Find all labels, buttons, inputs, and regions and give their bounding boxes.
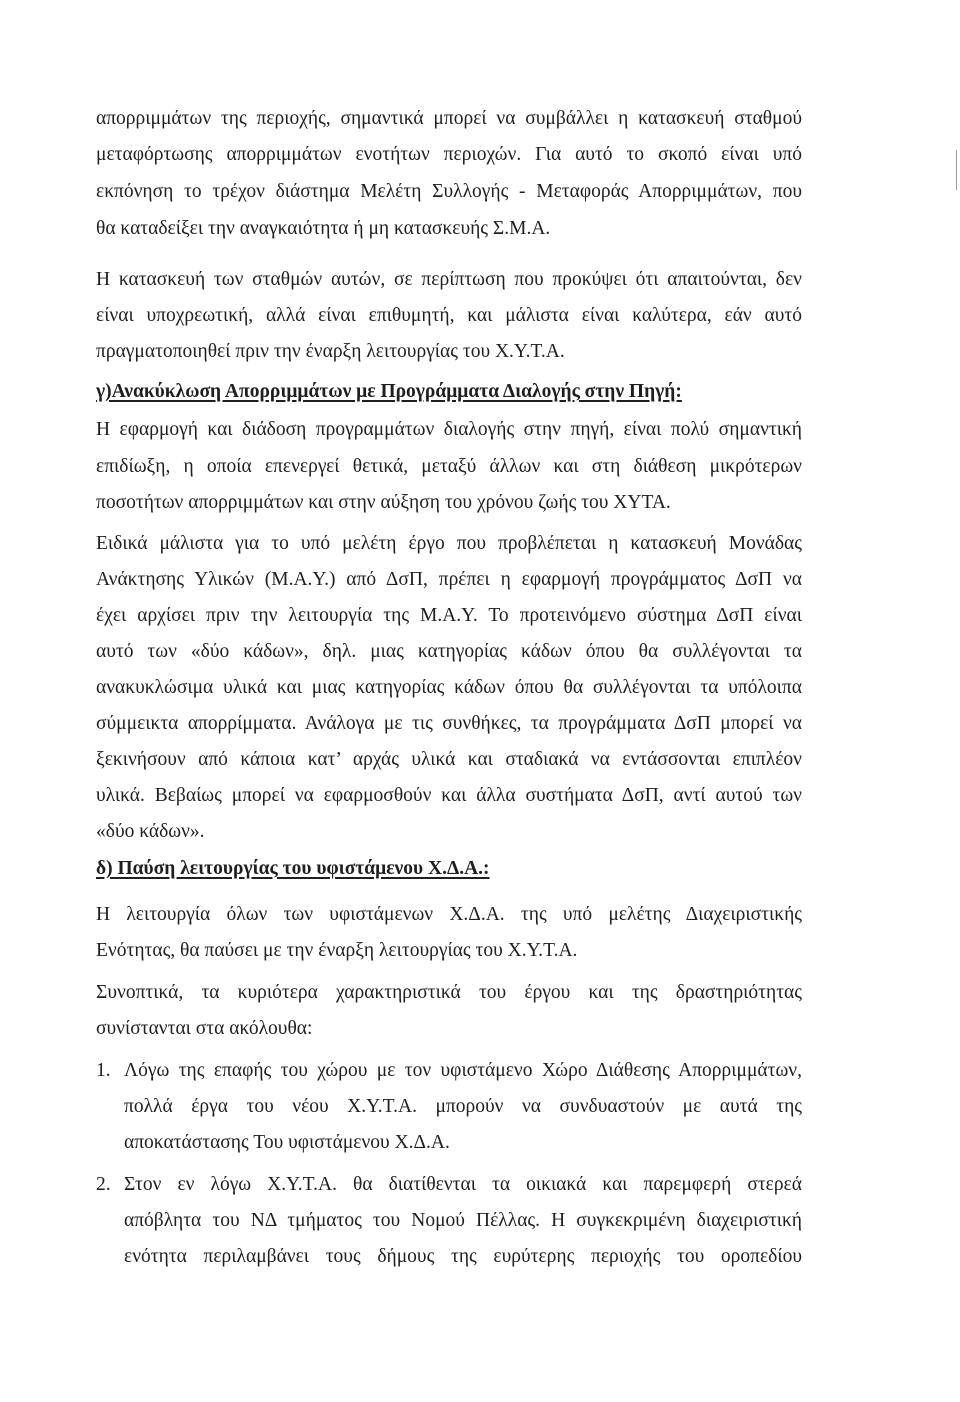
text-line: εκπόνηση το τρέχον διάστημα Μελέτη Συλλογής - Μεταφοράς Απορριμμάτων, που (96, 181, 802, 202)
text-line: Η λειτουργία όλων των υφιστάμενων Χ.Δ.Α. της υπό μελέτης Διαχειριστικής (96, 904, 802, 925)
text-line: Η εφαρμογή και διάδοση προγραμμάτων διαλογής στην πηγή, είναι πολύ σημαντική (96, 419, 802, 440)
text-line: μεταφόρτωσης απορριμμάτων ενοτήτων περιοχών. Για αυτό το σκοπό είναι υπό (96, 144, 802, 165)
text-line: Η κατασκευή των σταθμών αυτών, σε περίπτωση που προκύψει ότι απαιτούνται, δεν (96, 269, 802, 290)
text-line: ποσοτήτων απορριμμάτων και στην αύξηση του χρόνου ζωής του ΧΥΤΑ. (96, 492, 671, 513)
text-line: υλικά. Βεβαίως μπορεί να εφαρμοσθούν και άλλα συστήματα ΔσΠ, αντί αυτού των (96, 785, 802, 806)
text-line: ξεκινήσουν από κάποια κατ’ αρχάς υλικά και σταδιακά να εντάσσονται επιπλέον (96, 749, 802, 770)
text-line: αυτό των «δύο κάδων», δηλ. μιας κατηγορίας κάδων όπου θα συλλέγονται τα (96, 641, 802, 662)
text-line: «δύο κάδων». (96, 821, 205, 842)
text-line: πολλά έργα του νέου Χ.Υ.Τ.Α. μπορούν να συνδυαστούν με αυτά της (124, 1096, 802, 1117)
text-line: συνίστανται στα ακόλουθα: (96, 1018, 313, 1039)
text-line: είναι υποχρεωτική, αλλά είναι επιθυμητή, και μάλιστα είναι καλύτερα, εάν αυτό (96, 305, 802, 326)
text-line: Συνοπτικά, τα κυριότερα χαρακτηριστικά του έργου και της δραστηριότητας (96, 982, 802, 1003)
text-line: απόβλητα του ΝΔ τμήματος του Νομού Πέλλας. Η συγκεκριμένη διαχειριστική (124, 1210, 802, 1231)
section-heading: δ) Παύση λειτουργίας του υφιστάμενου Χ.Δ.Α.: (96, 858, 490, 879)
list-number: 2. (96, 1174, 111, 1195)
text-line: ενότητα περιλαμβάνει τους δήμους της ευρύτερης περιοχής του οροπεδίου (124, 1246, 802, 1267)
text-line: ανακυκλώσιμα υλικά και μιας κατηγορίας κάδων όπου θα συλλέγονται τα υπόλοιπα (96, 677, 802, 698)
text-line: έχει αρχίσει πριν την λειτουργία της Μ.Α.Υ. Το προτεινόμενο σύστημα ΔσΠ είναι (96, 605, 802, 626)
text-line: Ειδικά μάλιστα για το υπό μελέτη έργο που προβλέπεται η κατασκευή Μονάδας (96, 533, 802, 554)
text-line: απορριμμάτων της περιοχής, σημαντικά μπορεί να συμβάλλει η κατασκευή σταθμού (96, 108, 802, 129)
text-line: επιδίωξη, η οποία επενεργεί θετικά, μεταξύ άλλων και στη διάθεση μικρότερων (96, 456, 802, 477)
text-line: Ανάκτησης Υλικών (Μ.Α.Υ.) από ΔσΠ, πρέπει η εφαρμογή προγράμματος ΔσΠ να (96, 569, 802, 590)
text-line: πραγματοποιηθεί πριν την έναρξη λειτουργίας του Χ.Υ.Τ.Α. (96, 341, 565, 362)
text-line: σύμμεικτα απορρίμματα. Ανάλογα με τις συνθήκες, τα προγράμματα ΔσΠ μπορεί να (96, 713, 802, 734)
scan-margin-mark (956, 150, 957, 190)
text-line: θα καταδείξει την αναγκαιότητα ή μη κατασκευής Σ.Μ.Α. (96, 218, 551, 239)
text-line: Λόγω της επαφής του χώρου με τον υφιστάμενο Χώρο Διάθεσης Απορριμμάτων, (124, 1060, 802, 1081)
text-line: Ενότητας, θα παύσει με την έναρξη λειτουργίας του Χ.Υ.Τ.Α. (96, 940, 578, 961)
list-number: 1. (96, 1060, 111, 1081)
text-line: αποκατάστασης Του υφιστάμενου Χ.Δ.Α. (124, 1132, 450, 1153)
text-line: Στον εν λόγω Χ.Υ.Τ.Α. θα διατίθενται τα οικιακά και παρεμφερή στερεά (124, 1174, 802, 1195)
section-heading: γ)Ανακύκλωση Απορριμμάτων με Προγράμματα Διαλογής στην Πηγή: (96, 381, 682, 402)
